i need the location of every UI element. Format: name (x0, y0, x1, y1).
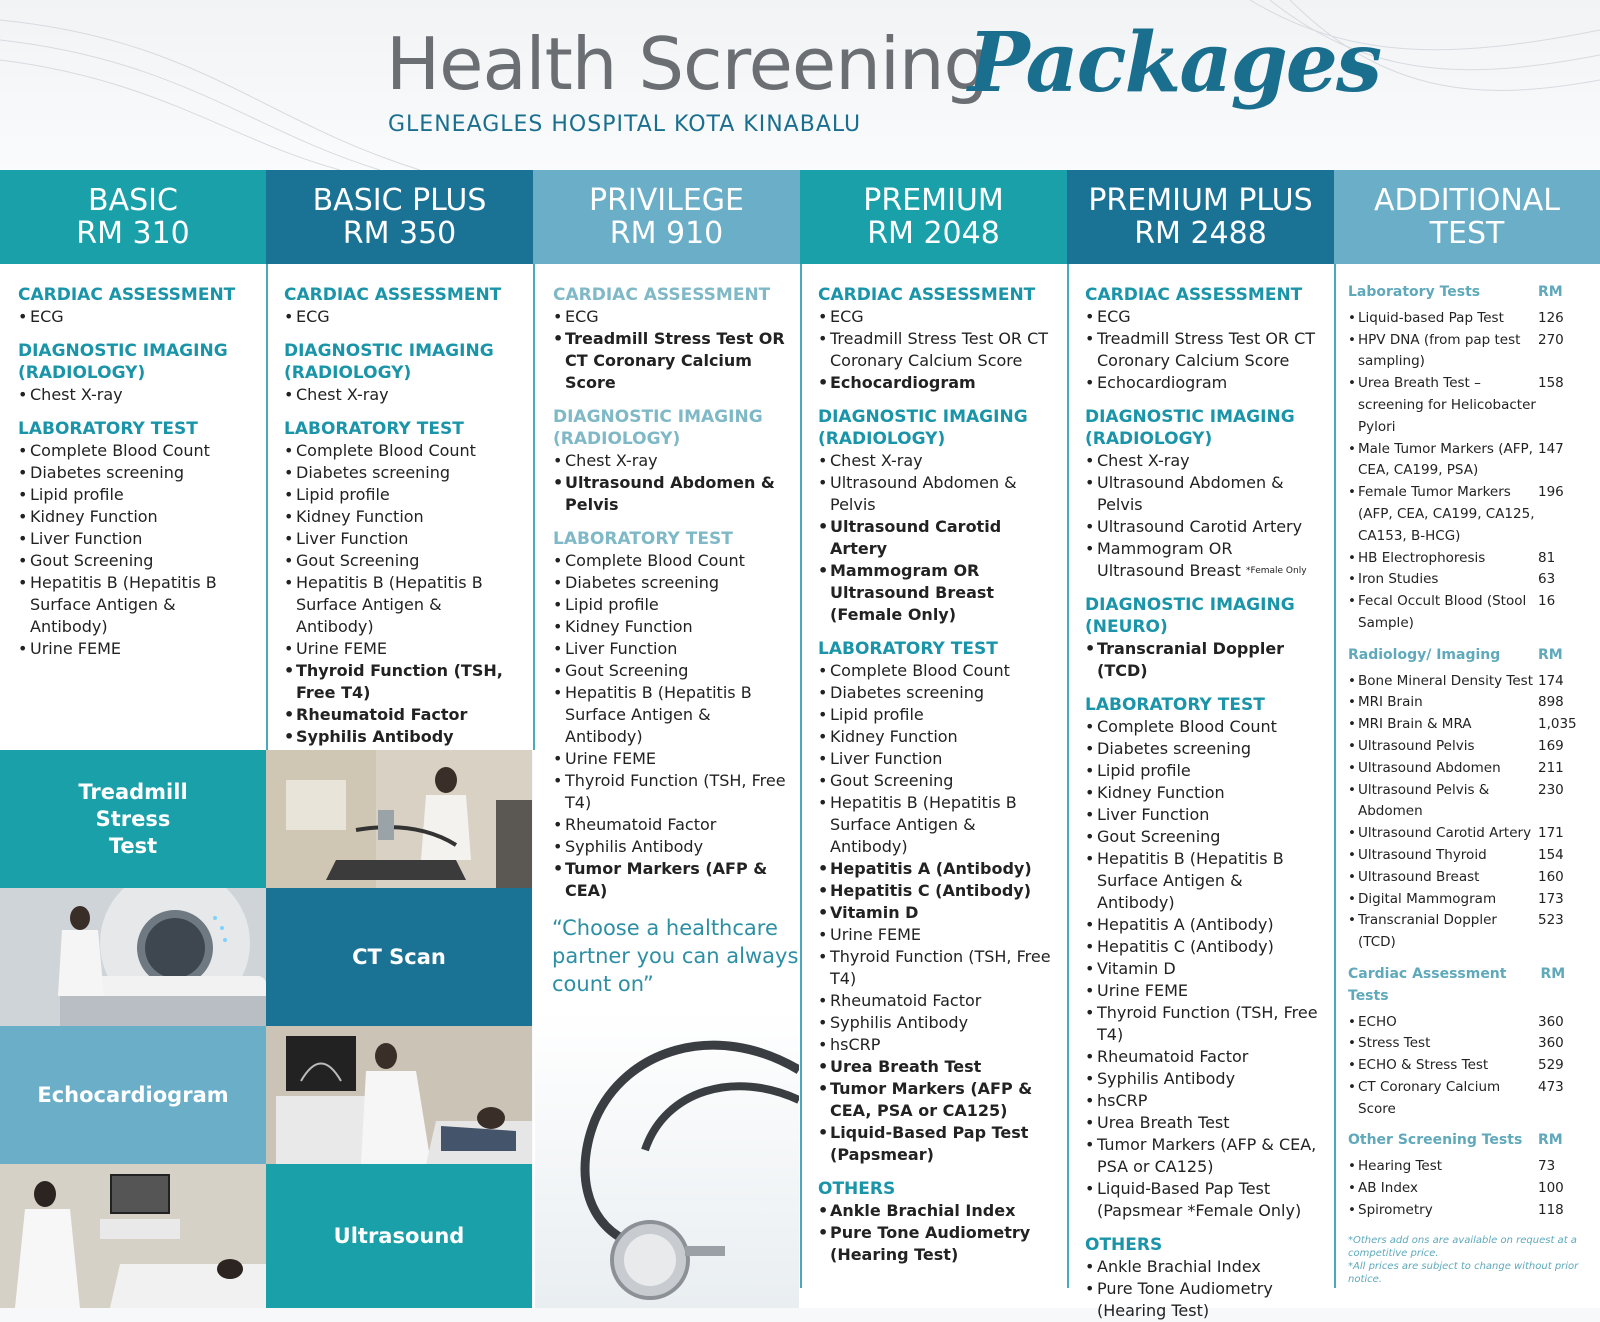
price-row: • Ultrasound Breast 160 (1348, 867, 1582, 889)
list-item: • Lipid profile (1085, 760, 1325, 782)
privilege-content (553, 284, 793, 902)
price-row: • Bone Mineral Density Test 174 (1348, 671, 1582, 693)
column-divider (800, 264, 802, 1288)
list-item: • Chest X-ray (284, 384, 524, 406)
list-item: • Treadmill Stress Test OR CT Coronary Calcium Score (553, 328, 793, 394)
section-imaging: DIAGNOSTIC IMAGING (RADIOLOGY) (18, 341, 228, 383)
list-item: • Kidney Function (818, 726, 1058, 748)
list-item: • Tumor Markers (AFP & CEA, PSA or CA125) (818, 1078, 1058, 1122)
section-lab: LABORATORY TEST (18, 419, 198, 439)
list-item: • Tumor Markers (AFP & CEA, PSA or CA125) (1085, 1134, 1325, 1178)
treadmill-photo-icon (266, 750, 532, 888)
list-item: • Liver Function (553, 638, 793, 660)
additional-tests (1348, 282, 1582, 1286)
price-row: • AB Index 100 (1348, 1178, 1582, 1200)
list-item: • Urine FEME (18, 638, 258, 660)
list-item: • Treadmill Stress Test OR CT Coronary Calcium Score (1085, 328, 1325, 372)
list-item: • Ankle Brachial Index (818, 1200, 1058, 1222)
section-cardiac: CARDIAC ASSESSMENT (284, 285, 502, 305)
list-item: • Liver Function (1085, 804, 1325, 826)
price-row: • Hearing Test 73 (1348, 1156, 1582, 1178)
echo-photo-icon (266, 1026, 532, 1164)
package-header-additional: ADDITIONAL TEST (1334, 170, 1600, 264)
column-divider (533, 264, 535, 750)
list-item: • Lipid profile (18, 484, 258, 506)
column-premium-plus (1067, 264, 1334, 1320)
list-item: • Rheumatoid Factor (553, 814, 793, 836)
list-item: • Hepatitis C (Antibody) (1085, 936, 1325, 958)
list-item: • Kidney Function (553, 616, 793, 638)
package-header-privilege: PRIVILEGE RM 910 (533, 170, 800, 264)
list-item: • Ultrasound Abdomen & Pelvis (1085, 472, 1325, 516)
list-item: • Urea Breath Test (1085, 1112, 1325, 1134)
list-item: • Diabetes screening (818, 682, 1058, 704)
price-row: • Ultrasound Carotid Artery 171 (1348, 823, 1582, 845)
list-item: • Diabetes screening (284, 462, 524, 484)
package-header-basic: BASIC RM 310 (0, 170, 266, 264)
column-divider (1067, 264, 1069, 1288)
list-item: • Thyroid Function (TSH, Free T4) (818, 946, 1058, 990)
list-item: • Ultrasound Carotid Artery (818, 516, 1058, 560)
list-item: • Hepatitis A (Antibody) (818, 858, 1058, 880)
column-divider (1334, 264, 1336, 1288)
section-imaging: DIAGNOSTIC IMAGING (RADIOLOGY) (284, 341, 494, 383)
list-item: • Hepatitis B (Hepatitis B Surface Antigen & Antibody) (553, 682, 793, 748)
section-imaging: DIAGNOSTIC IMAGING (RADIOLOGY) (553, 407, 763, 449)
list-item: • Mammogram OR Ultrasound Breast (Female Only) (818, 560, 1058, 626)
list-item: • Gout Screening (18, 550, 258, 572)
tile-ct-scan: CT Scan (266, 888, 532, 1026)
price-row: • CT Coronary Calcium Score 473 (1348, 1077, 1582, 1121)
list-item: • Syphilis Antibody (553, 836, 793, 858)
column-divider (266, 264, 268, 750)
price-row: • Fecal Occult Blood (Stool Sample) 16 (1348, 591, 1582, 635)
list-item: • Thyroid Function (TSH, Free T4) (1085, 1002, 1325, 1046)
list-item: • Urine FEME (553, 748, 793, 770)
page-header (0, 0, 1600, 170)
photo-ultrasound (0, 1164, 266, 1308)
price-row: • Ultrasound Pelvis 169 (1348, 736, 1582, 758)
footnote: *Others add ons are available on request at a competitive price. *All prices are subject to change without prior notice. (1348, 1234, 1579, 1285)
price-row: • MRI Brain & MRA 1,035 (1348, 714, 1582, 736)
list-item: • Lipid profile (553, 594, 793, 616)
list-item: • Complete Blood Count (284, 440, 524, 462)
section-others: OTHERS (818, 1179, 896, 1199)
list-item: • Gout Screening (553, 660, 793, 682)
price-row: • Urea Breath Test – screening for Helicobacter Pylori 158 (1348, 373, 1582, 438)
group-header: Cardiac Assessment Tests RM (1348, 965, 1566, 1004)
list-item: • Treadmill Stress Test OR CT Coronary Calcium Score (818, 328, 1058, 372)
photo-treadmill (266, 750, 532, 888)
list-item: • Chest X-ray (18, 384, 258, 406)
price-row: • Male Tumor Markers (AFP, CEA, CA199, PSA) 147 (1348, 439, 1582, 483)
list-item: • Diabetes screening (1085, 738, 1325, 760)
package-header-premium: PREMIUM RM 2048 (800, 170, 1067, 264)
list-item: • Rheumatoid Factor (1085, 1046, 1325, 1068)
list-item: • Diabetes screening (553, 572, 793, 594)
list-item: • Urine FEME (818, 924, 1058, 946)
section-cardiac: CARDIAC ASSESSMENT (18, 285, 236, 305)
list-item: • hsCRP (1085, 1090, 1325, 1112)
list-item: • Complete Blood Count (18, 440, 258, 462)
section-cardiac: CARDIAC ASSESSMENT (1085, 285, 1303, 305)
list-item: • Hepatitis B (Hepatitis B Surface Antigen & Antibody) (18, 572, 258, 638)
list-item: • Transcranial Doppler (TCD) (1085, 638, 1325, 682)
list-item: • Gout Screening (818, 770, 1058, 792)
list-item: • Syphilis Antibody (1085, 1068, 1325, 1090)
price-row: • MRI Brain 898 (1348, 692, 1582, 714)
section-lab: LABORATORY TEST (284, 419, 464, 439)
ultrasound-photo-icon (0, 1164, 266, 1308)
list-item: • Liver Function (818, 748, 1058, 770)
list-item: • Hepatitis C (Antibody) (818, 880, 1058, 902)
stethoscope-icon (535, 1010, 799, 1308)
list-item: • Vitamin D (818, 902, 1058, 924)
list-item: • Pure Tone Audiometry (Hearing Test) (818, 1222, 1058, 1266)
list-item: • ECG (553, 306, 793, 328)
tile-echocardiogram: Echocardiogram (0, 1026, 266, 1164)
list-item: • Complete Blood Count (553, 550, 793, 572)
photo-echocardiogram (266, 1026, 532, 1164)
price-row: • Ultrasound Pelvis & Abdomen 230 (1348, 780, 1582, 824)
list-item: • Chest X-ray (1085, 450, 1325, 472)
list-item: • Lipid profile (284, 484, 524, 506)
price-row: • Ultrasound Thyroid 154 (1348, 845, 1582, 867)
section-neuro: DIAGNOSTIC IMAGING (NEURO) (1085, 595, 1295, 637)
list-item: • ECG (18, 306, 258, 328)
price-row: • HPV DNA (from pap test sampling) 270 (1348, 330, 1582, 374)
list-item: • Ankle Brachial Index (1085, 1256, 1325, 1278)
photo-ct-scan (0, 888, 266, 1026)
list-item: • Hepatitis B (Hepatitis B Surface Antigen & Antibody) (284, 572, 524, 638)
group-header: Laboratory Tests RM (1348, 284, 1563, 300)
list-item: • Echocardiogram (1085, 372, 1325, 394)
list-item: • Urine FEME (284, 638, 524, 660)
list-item: • Liver Function (284, 528, 524, 550)
group-header: Other Screening Tests RM (1348, 1132, 1563, 1149)
premium-plus-content (1085, 284, 1325, 1322)
list-item: • Syphilis Antibody (284, 726, 524, 748)
list-item: • Chest X-ray (553, 450, 793, 472)
price-row: • Stress Test 360 (1348, 1033, 1582, 1055)
list-item: • Diabetes screening (18, 462, 258, 484)
list-item: • Hepatitis A (Antibody) (1085, 914, 1325, 936)
section-cardiac: CARDIAC ASSESSMENT (553, 285, 771, 305)
list-item: • ECG (1085, 306, 1325, 328)
female-only-note: *Female Only (1246, 566, 1307, 576)
section-cardiac: CARDIAC ASSESSMENT (818, 285, 1036, 305)
price-row: • Liquid-based Pap Test 126 (1348, 308, 1582, 330)
list-item: • Liver Function (18, 528, 258, 550)
column-premium (800, 264, 1067, 1308)
price-row: • Ultrasound Abdomen 211 (1348, 758, 1582, 780)
list-item: • Gout Screening (284, 550, 524, 572)
price-row: • Digital Mammogram 173 (1348, 889, 1582, 911)
list-item: • Vitamin D (1085, 958, 1325, 980)
list-item: • Thyroid Function (TSH, Free T4) (284, 660, 524, 704)
package-header-premium-plus: PREMIUM PLUS RM 2488 (1067, 170, 1334, 264)
group-header: Radiology/ Imaging RM (1348, 646, 1563, 663)
section-lab: LABORATORY TEST (818, 639, 998, 659)
basic-plus-content (284, 284, 524, 748)
list-item: • Lipid profile (818, 704, 1058, 726)
list-item: • Ultrasound Abdomen & Pelvis (553, 472, 793, 516)
list-item: • Ultrasound Abdomen & Pelvis (818, 472, 1058, 516)
column-basic (0, 264, 266, 750)
list-item: • hsCRP (818, 1034, 1058, 1056)
list-item: • Urine FEME (1085, 980, 1325, 1002)
price-row: • Iron Studies 63 (1348, 569, 1582, 591)
list-item: • Kidney Function (18, 506, 258, 528)
list-item: • Kidney Function (284, 506, 524, 528)
list-item: • Chest X-ray (818, 450, 1058, 472)
list-item: • Hepatitis B (Hepatitis B Surface Antigen & Antibody) (1085, 848, 1325, 914)
section-lab: LABORATORY TEST (1085, 695, 1265, 715)
list-item: • Kidney Function (1085, 782, 1325, 804)
list-item: • Echocardiogram (818, 372, 1058, 394)
list-item: • Syphilis Antibody (818, 1012, 1058, 1034)
section-imaging: DIAGNOSTIC IMAGING (RADIOLOGY) (818, 407, 1028, 449)
list-item: • Mammogram OR (1085, 538, 1325, 560)
price-row: • ECHO & Stress Test 529 (1348, 1055, 1582, 1077)
price-row: • Spirometry 118 (1348, 1200, 1582, 1222)
list-item-continued: Ultrasound Breast $^{*Female Only}$ (1097, 561, 1307, 580)
list-item: • Complete Blood Count (1085, 716, 1325, 738)
page-title: Health Screening (386, 22, 989, 106)
basic-content (18, 284, 258, 660)
list-item: • Gout Screening (1085, 826, 1325, 848)
price-row: • Female Tumor Markers (AFP, CEA, CA199, CA125, CA153, B-HCG) 196 (1348, 482, 1582, 547)
list-item: • Pure Tone Audiometry (Hearing Test) (1085, 1278, 1325, 1322)
package-header-basic-plus: BASIC PLUS RM 350 (266, 170, 533, 264)
section-imaging: DIAGNOSTIC IMAGING (RADIOLOGY) (1085, 407, 1295, 449)
ct-scan-photo-icon (0, 888, 266, 1026)
list-item: • ECG (284, 306, 524, 328)
list-item: • Thyroid Function (TSH, Free T4) (553, 770, 793, 814)
section-lab: LABORATORY TEST (553, 529, 733, 549)
price-row: • ECHO 360 (1348, 1012, 1582, 1034)
list-item: • Hepatitis B (Hepatitis B Surface Antigen & Antibody) (818, 792, 1058, 858)
premium-content (818, 284, 1058, 1266)
price-row: • HB Electrophoresis 81 (1348, 548, 1582, 570)
list-item: • Complete Blood Count (818, 660, 1058, 682)
list-item: • Urea Breath Test (818, 1056, 1058, 1078)
price-row: • Transcranial Doppler (TCD) 523 (1348, 910, 1582, 954)
list-item: • Tumor Markers (AFP & CEA) (553, 858, 793, 902)
list-item: • ECG (818, 306, 1058, 328)
tile-ultrasound: Ultrasound (266, 1164, 532, 1308)
section-others: OTHERS (1085, 1235, 1163, 1255)
column-basic-plus (266, 264, 533, 750)
hospital-name: GLENEAGLES HOSPITAL KOTA KINABALU (388, 112, 862, 137)
list-item: • Liquid-Based Pap Test (Papsmear) (818, 1122, 1058, 1166)
tile-treadmill: Treadmill Stress Test (0, 750, 266, 888)
list-item: • Rheumatoid Factor (284, 704, 524, 726)
page-title-script: Packages (968, 15, 1381, 111)
quote-text: “Choose a healthcare partner you can always count on” (552, 916, 799, 996)
list-item: • Rheumatoid Factor (818, 990, 1058, 1012)
list-item: • Ultrasound Carotid Artery (1085, 516, 1325, 538)
list-item: • Liquid-Based Pap Test (Papsmear *Female Only) (1085, 1178, 1325, 1222)
